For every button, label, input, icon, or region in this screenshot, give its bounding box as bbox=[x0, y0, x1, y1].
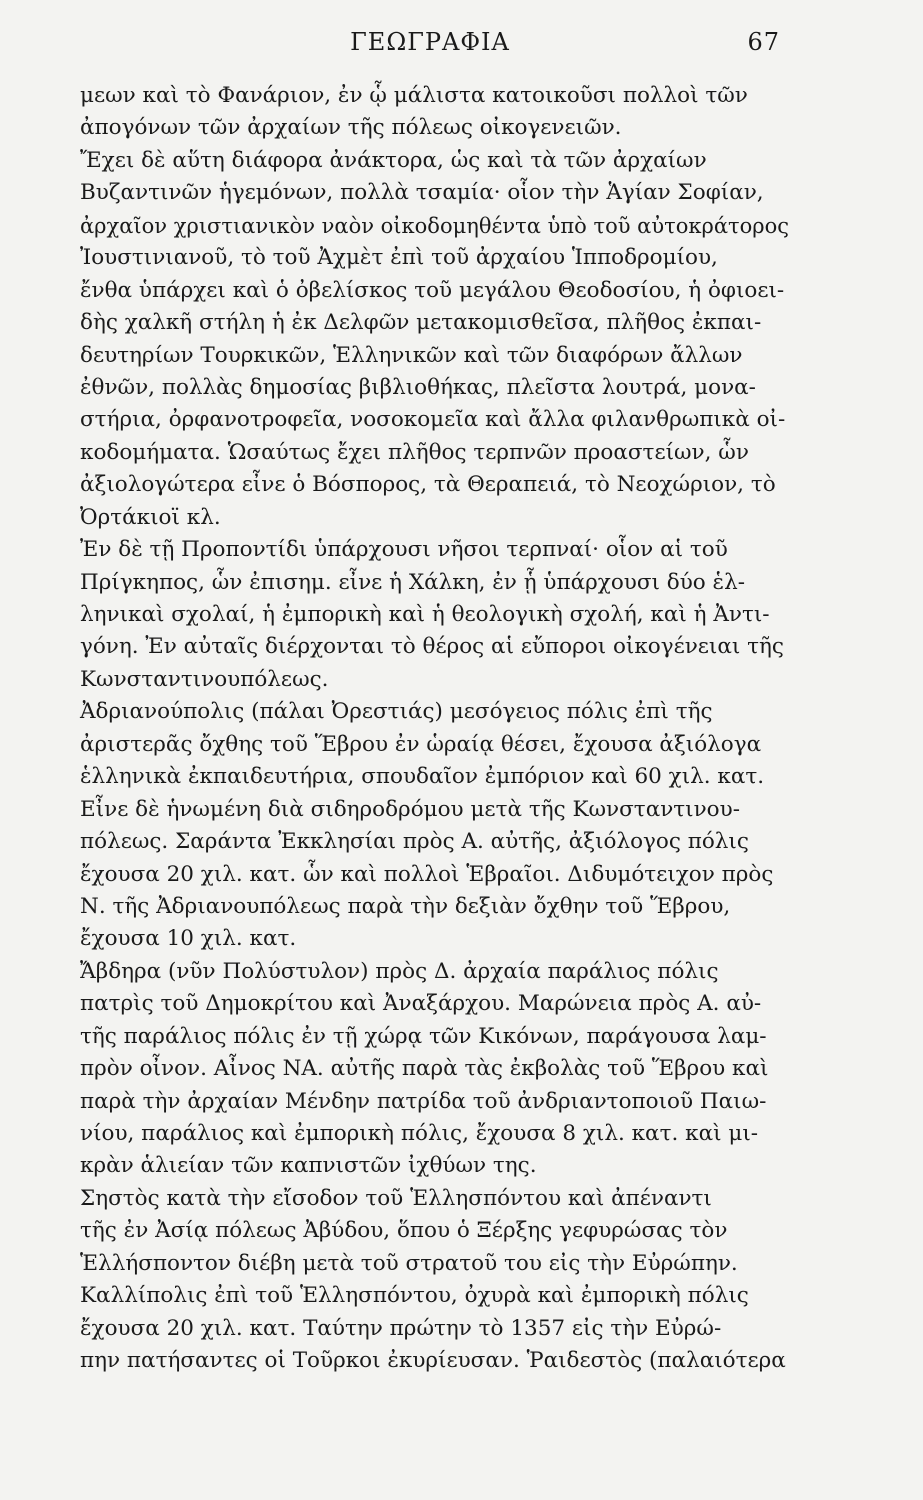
text-line: Κωνσταντινουπόλεως. bbox=[80, 666, 329, 692]
text-line: κοδομήματα. Ὡσαύτως ἔχει πλῆθος τερπνῶν προαστείων, ὧν bbox=[80, 439, 749, 465]
text-line: Ἰουστινιανοῦ, τὸ τοῦ Ἀχμὲτ ἐπὶ τοῦ ἀρχαίου Ἱπποδρομίου, bbox=[80, 245, 718, 271]
text-line: Εἶνε δὲ ἡνωμένη διὰ σιδηροδρόμου μετὰ τῆς Κωνσταντινου- bbox=[80, 796, 740, 822]
text-line: ἑλληνικὰ ἐκπαιδευτήρια, σπουδαῖον ἐμπόριον καὶ 60 χιλ. κατ. bbox=[80, 764, 765, 790]
text-line: ἔχουσα 20 χιλ. κατ. Ταύτην πρώτην τὸ 1357 εἰς τὴν Εὐρώ- bbox=[80, 1315, 722, 1341]
text-line: δευτηρίων Τουρκικῶν, Ἑλληνικῶν καὶ τῶν διαφόρων ἄλλων bbox=[80, 342, 743, 368]
text-line: Ὀρτάκιοϊ κλ. bbox=[80, 504, 221, 530]
text-line: τῆς παράλιος πόλις ἐν τῇ χώρᾳ τῶν Κικόνων, παράγουσα λαμ- bbox=[80, 1023, 767, 1049]
text-line: στήρια, ὀρφανοτροφεῖα, νοσοκομεῖα καὶ ἄλλα φιλανθρωπικὰ οἰ- bbox=[80, 407, 786, 433]
text-line: πόλεως. Σαράντα Ἐκκλησίαι πρὸς Α. αὐτῆς, ἀξιόλογος πόλις bbox=[80, 829, 749, 855]
text-line: ληνικαὶ σχολαί, ἡ ἐμπορικὴ καὶ ἡ θεολογικὴ σχολή, καὶ ἡ Ἀντι- bbox=[80, 602, 770, 627]
text-line: ἐθνῶν, πολλὰς δημοσίας βιβλιοθήκας, πλεῖστα λουτρά, μονα- bbox=[80, 374, 756, 400]
text-line: παρὰ τὴν ἀρχαίαν Μένδην πατρίδα τοῦ ἀνδριαντοποιοῦ Παιω- bbox=[80, 1088, 767, 1114]
text-line: ἀριστερᾶς ὄχθης τοῦ Ἕβρου ἐν ὡραίᾳ θέσει, ἔχουσα ἀξιόλογα bbox=[80, 731, 762, 757]
text-line: κρὰν ἁλιείαν τῶν καπνιστῶν ἰχθύων της. bbox=[80, 1153, 537, 1179]
text-line: νίου, παράλιος καὶ ἐμπορικὴ πόλις, ἔχουσα 8 χιλ. κατ. καὶ μι- bbox=[80, 1121, 759, 1146]
text-line: Ἀδριανούπολις (πάλαι Ὀρεστιάς) μεσόγειος πόλις ἐπὶ τῆς bbox=[80, 699, 713, 725]
page-number: 67 bbox=[747, 28, 780, 56]
text-line: τῆς ἐν Ἀσίᾳ πόλεως Ἀβύδου, ὅπου ὁ Ξέρξης γεφυρώσας τὸν bbox=[80, 1218, 728, 1244]
text-line: Σηστὸς κατὰ τὴν εἴσοδον τοῦ Ἑλλησπόντου καὶ ἀπέναντι bbox=[80, 1185, 712, 1211]
text-line: Ἄβδηρα (νῦν Πολύστυλον) πρὸς Δ. ἀρχαία παράλιος πόλις bbox=[80, 958, 719, 984]
text-line: ἀπογόνων τῶν ἀρχαίων τῆς πόλεως οἰκογενειῶν. bbox=[80, 115, 622, 141]
text-line: πρὸν οἶνον. Αἶνος ΝΑ. αὐτῆς παρὰ τὰς ἐκβολὰς τοῦ Ἕβρου καὶ bbox=[80, 1056, 769, 1082]
text-line: Βυζαντινῶν ἡγεμόνων, πολλὰ τσαμία· οἷον τὴν Ἁγίαν Σοφίαν, bbox=[80, 180, 764, 206]
text-line: Ἐν δὲ τῇ Προποντίδι ὑπάρχουσι νῆσοι τερπναί· οἷον αἱ τοῦ bbox=[80, 537, 728, 563]
text-line: Πρίγκηπος, ὧν ἐπισημ. εἶνε ἡ Χάλκη, ἐν ᾗ ὑπάρχουσι δύο ἑλ- bbox=[80, 569, 745, 595]
text-line: ἀρχαῖον χριστιανικὸν ναὸν οἰκοδομηθέντα ὑπὸ τοῦ αὐτοκράτορος bbox=[80, 213, 790, 238]
text-line: Ν. τῆς Ἀδριανουπόλεως παρὰ τὴν δεξιὰν ὄχθην τοῦ Ἕβρου, bbox=[80, 893, 731, 919]
text-line: πην πατήσαντες οἱ Τοῦρκοι ἐκυρίευσαν. Ῥαιδεστὸς (παλαιότερα bbox=[80, 1348, 786, 1374]
running-head bbox=[80, 28, 780, 60]
body-text bbox=[80, 80, 795, 1378]
text-line: Ἔχει δὲ αὕτη διάφορα ἀνάκτορα, ὡς καὶ τὰ τῶν ἀρχαίων bbox=[80, 147, 707, 173]
text-line: ἔχουσα 10 χιλ. κατ. bbox=[80, 926, 297, 952]
text-line: πατρὶς τοῦ Δημοκρίτου καὶ Ἀναξάρχου. Μαρώνεια πρὸς Α. αὐ- bbox=[80, 991, 762, 1017]
text-line: Ἑλλήσποντον διέβη μετὰ τοῦ στρατοῦ του εἰς τὴν Εὐρώπην. bbox=[80, 1250, 738, 1276]
text-line: Καλλίπολις ἐπὶ τοῦ Ἑλλησπόντου, ὀχυρὰ καὶ ἐμπορικὴ πόλις bbox=[80, 1283, 749, 1309]
text-line: μεων καὶ τὸ Φανάριον, ἐν ᾧ μάλιστα κατοικοῦσι πολλοὶ τῶν bbox=[80, 83, 748, 108]
text-line: δὴς χαλκῆ στήλη ἡ ἐκ Δελφῶν μετακομισθεῖσα, πλῆθος ἐκπαι- bbox=[80, 310, 762, 336]
text-line: ἔνθα ὑπάρχει καὶ ὁ ὀβελίσκος τοῦ μεγάλου Θεοδοσίου, ἡ ὀφιοει- bbox=[80, 277, 785, 303]
text-line: ἔχουσα 20 χιλ. κατ. ὧν καὶ πολλοὶ Ἑβραῖοι. Διδυμότειχον πρὸς bbox=[80, 861, 774, 887]
running-title: ΓΕΩΓΡΑΦΙΑ bbox=[350, 28, 510, 56]
text-line: ἀξιολογώτερα εἶνε ὁ Βόσπορος, τὰ Θεραπειά, τὸ Νεοχώριον, τὸ bbox=[80, 472, 776, 498]
text-line: γόνη. Ἐν αὐταῖς διέρχονται τὸ θέρος αἱ εὔποροι οἰκογένειαι τῆς bbox=[80, 634, 784, 660]
